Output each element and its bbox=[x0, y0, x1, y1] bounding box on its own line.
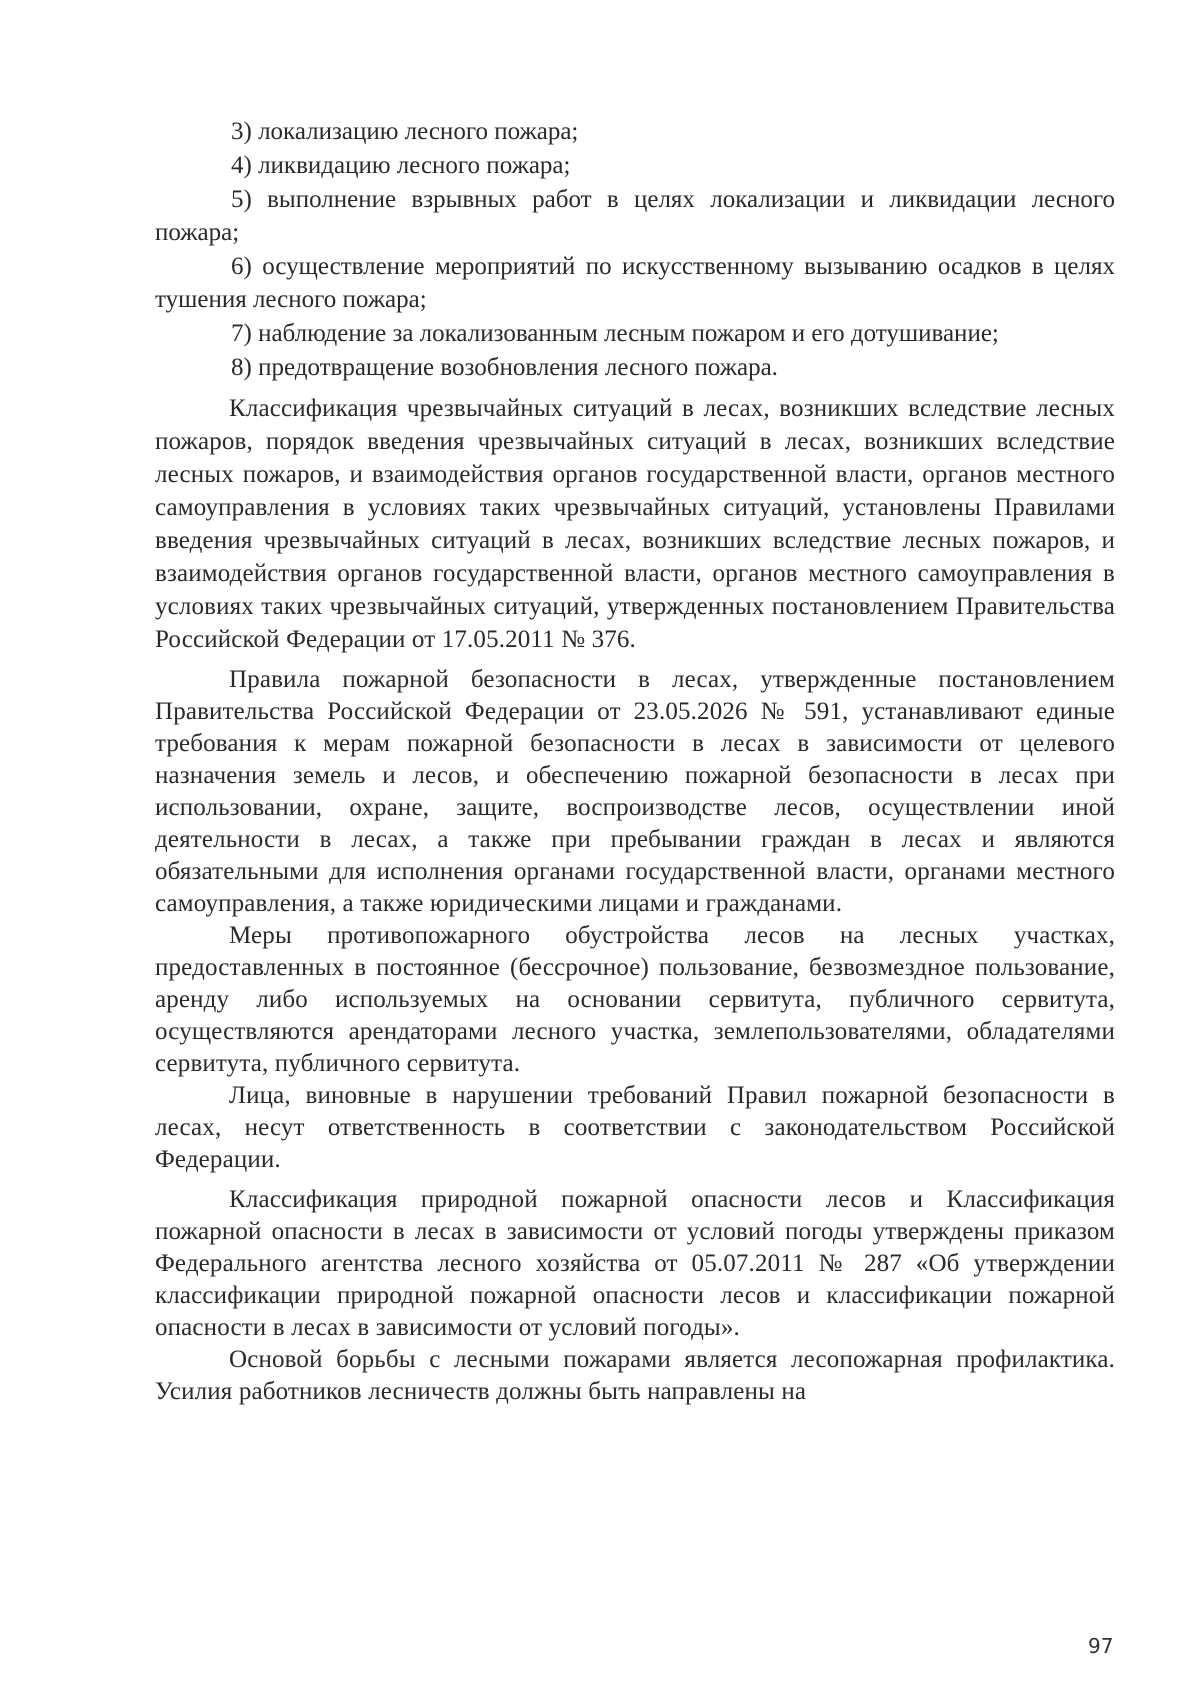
paragraph-fire-danger-classification: Классификация природной пожарной опасности лесов и Классификация пожарной опасности в лесах в зависимости от условий погоды утверждены приказом Федерального агентства лесного хозяйства от 05.07.2011 № 287 «Об утверждении классификации природной пожарной опасности лесов и классификации пожарной опасности в лесах в зависимости от условий погоды». bbox=[155, 1186, 1115, 1341]
paragraph-fire-prophylaxis: Основой борьбы с лесными пожарами является лесопожарная профилактика. Усилия работников лесничеств должны быть направлены на bbox=[155, 1346, 1115, 1405]
list-item: 3) локализацию лесного пожара; bbox=[231, 118, 579, 145]
paragraph-emergency-classification: Классификация чрезвычайных ситуаций в лесах, возникших вследствие лесных пожаров, порядок введения чрезвычайных ситуаций в лесах, возникших вследствие лесных пожаров, и взаимодействия органов государственной власти, органов местного самоуправления в условиях таких чрезвычайных ситуаций, установлены Правилами введения чрезвычайных ситуаций в лесах, возникших вследствие лесных пожаров, и взаимодействия органов государственной власти, органов местного самоуправления в условиях таких чрезвычайных ситуаций, утвержденных постановлением Правительства Российской Федерации от 17.05.2011 № 376. bbox=[155, 395, 1115, 653]
list-item: 6) осуществление мероприятий по искусственному вызыванию осадков в целях тушения лесного пожара; bbox=[155, 253, 1115, 313]
list-item: 8) предотвращение возобновления лесного пожара. bbox=[231, 354, 778, 381]
page-number: 97 bbox=[1088, 1634, 1114, 1658]
document-body bbox=[155, 115, 1115, 1408]
list-item: 4) ликвидацию лесного пожара; bbox=[231, 152, 571, 179]
list-item: 7) наблюдение за локализованным лесным пожаром и его дотушивание; bbox=[231, 320, 999, 347]
list-item: 5) выполнение взрывных работ в целях локализации и ликвидации лесного пожара; bbox=[155, 186, 1115, 246]
paragraph-fire-prevention-measures: Меры противопожарного обустройства лесов на лесных участках, предоставленных в постоянное (бессрочное) пользование, безвозмездное пользование, аренду либо используемых на основании сервитута, публичного сервитута, осуществляются арендаторами лесного участка, землепользователями, обладателями сервитута, публичного сервитута. bbox=[155, 922, 1115, 1077]
paragraph-fire-safety-rules: Правила пожарной безопасности в лесах, утвержденные постановлением Правительства Российской Федерации от 23.05.2026 № 591, устанавливают единые требования к мерам пожарной безопасности в лесах в зависимости от целевого назначения земель и лесов, и обеспечению пожарной безопасности в лесах при использовании, охране, защите, воспроизводстве лесов, осуществлении иной деятельности в лесах, а также при пребывании граждан в лесах и являются обязательными для исполнения органами государственной власти, органами местного самоуправления, а также юридическими лицами и гражданами. bbox=[155, 666, 1115, 917]
paragraph-liability: Лица, виновные в нарушении требований Правил пожарной безопасности в лесах, несут ответственность в соответствии с законодательством Российской Федерации. bbox=[155, 1082, 1115, 1173]
